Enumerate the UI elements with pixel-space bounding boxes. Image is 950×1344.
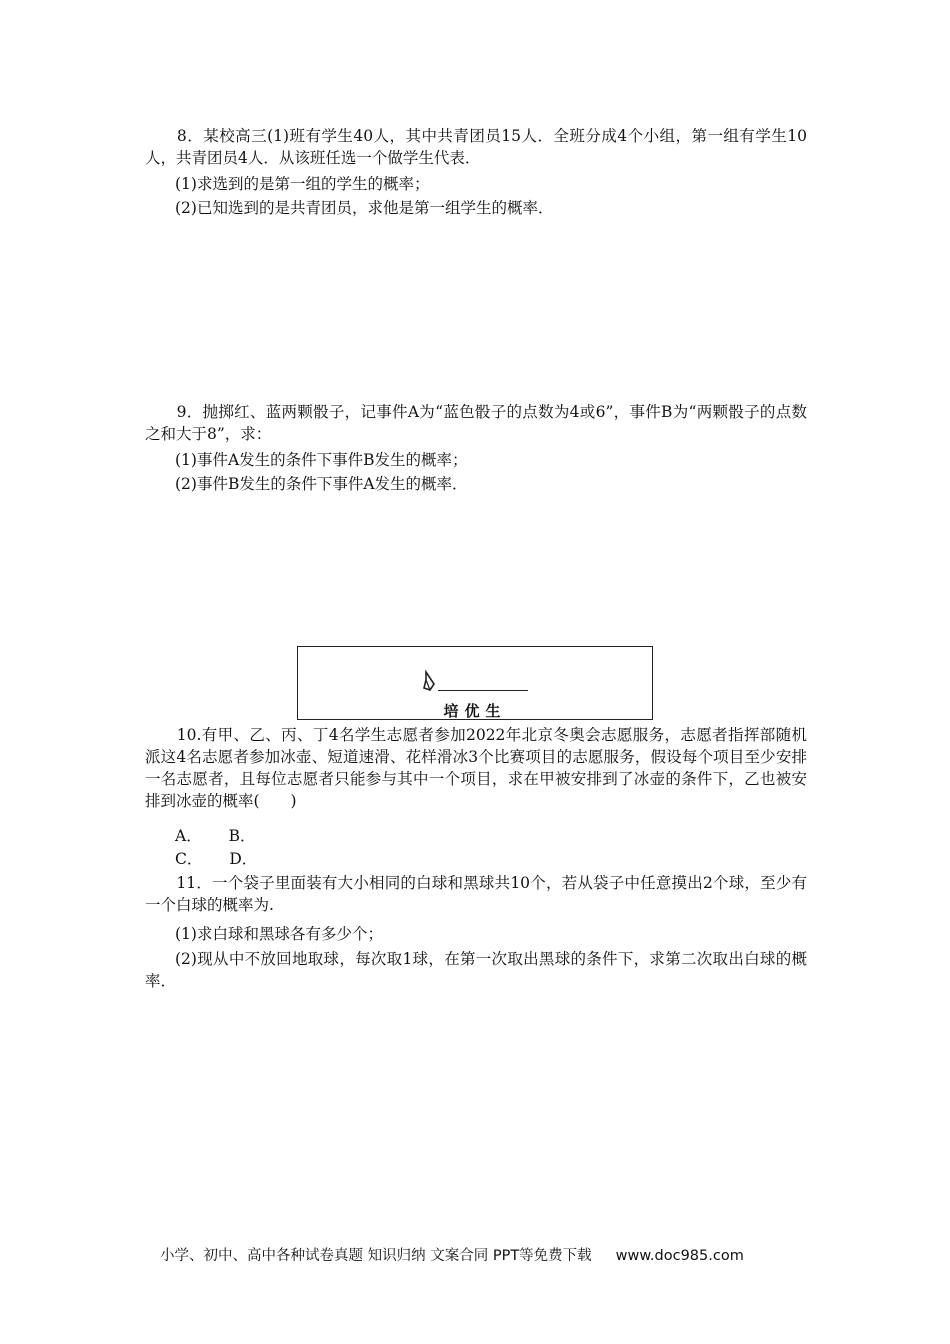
q9-stem: 9．抛掷红、蓝两颗骰子，记事件A为“蓝色骰子的点数为4或6”，事件B为“两颗骰子的点数之和大于8”，求： xyxy=(145,403,807,443)
pen-icon xyxy=(422,670,440,692)
q8-part2: (2)已知选到的是共青团员，求他是第一组学生的概率． xyxy=(175,199,554,217)
q10-option-c: C． xyxy=(175,850,203,868)
q11-part2: (2)现从中不放回地取球，每次取1球，在第一次取出黑球的条件下，求第二次取出白球的概率． xyxy=(145,950,807,990)
q11-part1: (1)求白球和黑球各有多少个； xyxy=(175,925,383,943)
q10-options-ab xyxy=(175,825,837,847)
section-banner xyxy=(297,646,653,720)
q10-stem: 10.有甲、乙、丙、丁4名学生志愿者参加2022年北京冬奥会志愿服务，志愿者指挥部随机派这4名志愿者参加冰壶、短道速滑、花样滑冰3个比赛项目的志愿服务，假设每个项目至少安排一名志愿者，且每位志愿者只能参与其中一个项目，求在甲被安排到了冰壶的条件下，乙也被安排到冰壶的概率( ) xyxy=(145,726,807,810)
q10-option-d: D． xyxy=(229,850,258,868)
q11-stem: 11．一个袋子里面装有大小相同的白球和黑球共10个，若从袋子中任意摸出2个球，至少有一个白球的概率为. xyxy=(145,874,807,914)
banner-label: 培优生 xyxy=(443,702,507,720)
q9-part2: (2)事件B发生的条件下事件A发生的概率． xyxy=(175,475,468,493)
q8-stem: 8．某校高三(1)班有学生40人，其中共青团员15人．全班分成4个小组，第一组有学生10人，共青团员4人．从该班任选一个做学生代表． xyxy=(145,127,807,167)
footer-url[interactable]: www.doc985.com xyxy=(615,1248,744,1264)
footer-text: 小学、初中、高中各种试卷真题 知识归纳 文案合同 PPT等免费下载 xyxy=(160,1248,592,1264)
q10-option-b: B． xyxy=(228,827,256,845)
q8-part1: (1)求选到的是第一组的学生的概率； xyxy=(175,175,430,193)
q10-option-a: A． xyxy=(175,827,202,845)
footer xyxy=(160,1244,744,1265)
q10-options-cd xyxy=(175,848,837,870)
banner-underline xyxy=(438,690,528,691)
q9-part1: (1)事件A发生的条件下事件B发生的概率； xyxy=(175,451,468,469)
